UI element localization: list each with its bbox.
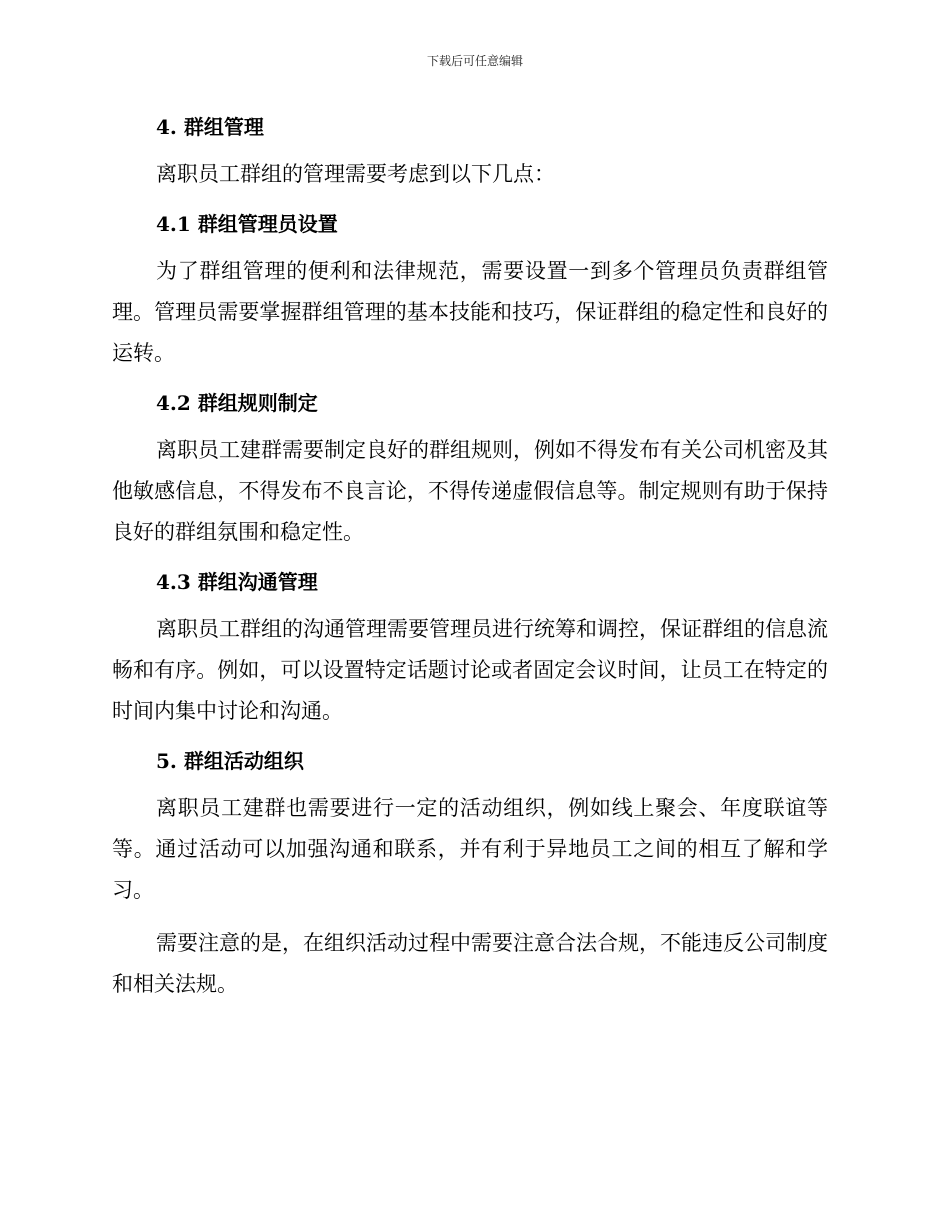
section-paragraph-4-3: 离职员工群组的沟通管理需要管理员进行统筹和调控，保证群组的信息流畅和有序。例如，可以设置特定话题讨论或者固定会议时间，让员工在特定的时间内集中讨论和沟通。 [112, 617, 828, 723]
section-heading-4: 4. 群组管理 [156, 115, 264, 139]
document-body [112, 110, 828, 1005]
section-heading-4-1: 4.1 群组管理员设置 [156, 212, 338, 236]
section-paragraph-4-2: 离职员工建群需要制定良好的群组规则，例如不得发布有关公司机密及其他敏感信息，不得发布不良言论，不得传递虚假信息等。制定规则有助于保持良好的群组氛围和稳定性。 [112, 438, 828, 544]
page-header: 下载后可任意编辑 [426, 54, 523, 68]
section-heading-5: 5. 群组活动组织 [156, 749, 304, 773]
section-heading-4-3: 4.3 群组沟通管理 [156, 570, 318, 594]
section-paragraph-4-1: 为了群组管理的便利和法律规范，需要设置一到多个管理员负责群组管理。管理员需要掌握群组管理的基本技能和技巧，保证群组的稳定性和良好的运转。 [112, 259, 828, 365]
section-intro-4: 离职员工群组的管理需要考虑到以下几点： [156, 162, 555, 186]
section-paragraph-5: 离职员工建群也需要进行一定的活动组织，例如线上聚会、年度联谊等等。通过活动可以加强沟通和联系，并有利于异地员工之间的相互了解和学习。 [112, 796, 828, 902]
section-note-5: 需要注意的是，在组织活动过程中需要注意合法合规，不能违反公司制度和相关法规。 [112, 931, 828, 996]
section-heading-4-2: 4.2 群组规则制定 [156, 391, 318, 415]
